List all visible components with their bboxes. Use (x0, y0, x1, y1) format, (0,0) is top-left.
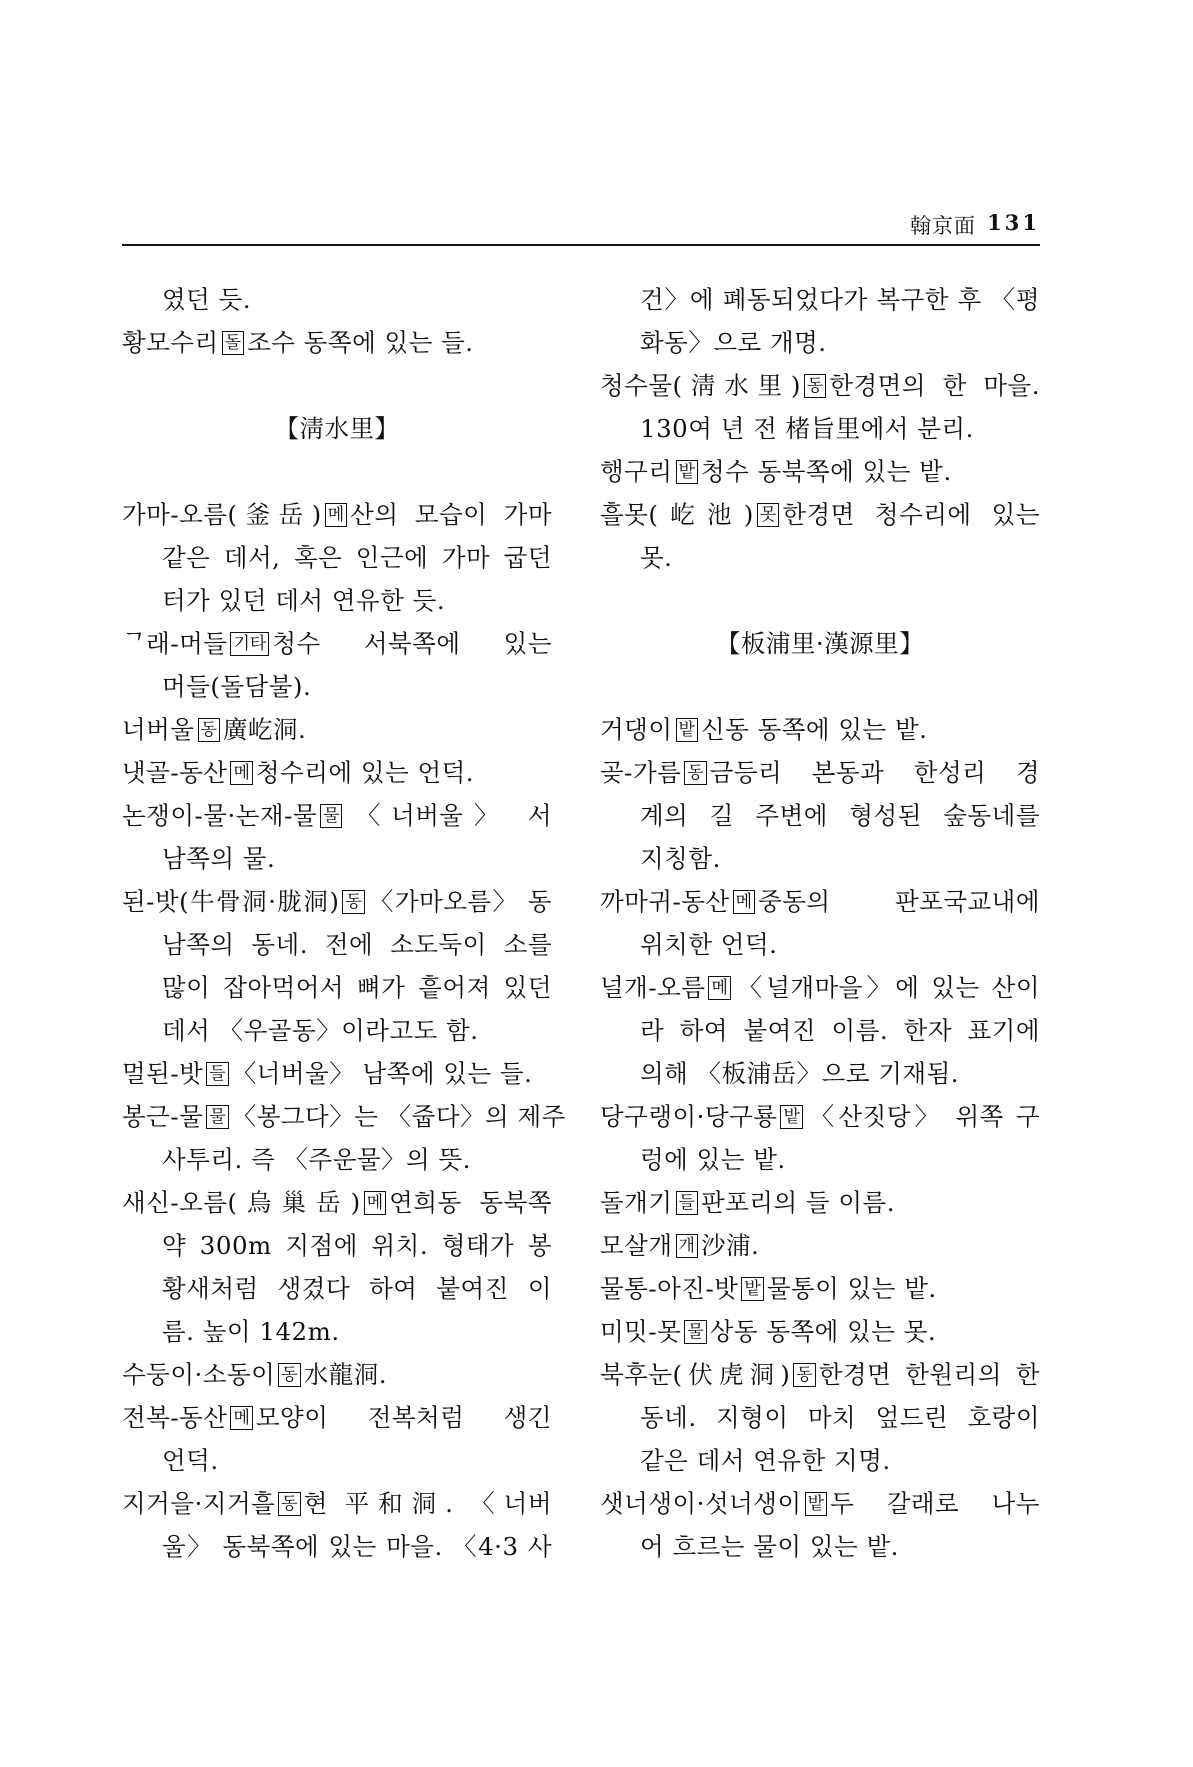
category-tag: 메 (733, 890, 755, 914)
entry-line: 터가 있던 데서 연유한 듯. (162, 586, 446, 615)
entry-line: 전복-동산 메 모양이 전복처럼 생긴 (122, 1403, 552, 1432)
entry-line: 어 흐르는 물이 있는 밭. (640, 1532, 899, 1561)
category-tag: 메 (230, 1406, 252, 1430)
category-tag: 들 (676, 1191, 698, 1215)
entry-line: 논쟁이-물·논재-물 물 〈너버울〉 서 (122, 801, 552, 830)
entry-line: 거댕이 밭 신동 동쪽에 있는 밭. (600, 715, 928, 744)
entry-line: 모살개 개 沙浦. (600, 1231, 760, 1260)
entry-line: 름. 높이 142m. (162, 1317, 340, 1346)
section-heading: 【板浦里·漢源里】 (715, 629, 925, 658)
category-tag: 밭 (676, 718, 698, 742)
entry-line: 너버울 동 廣屹洞. (122, 715, 307, 744)
category-tag: 개 (676, 1234, 698, 1258)
entry-line: 울〉 동북쪽에 있는 마을. 〈4·3 사 (162, 1532, 552, 1561)
entry-line: 새신-오름(烏巢岳) 메 연희동 동북쪽 (122, 1188, 553, 1217)
entry-line: 머들(돌담불). (162, 672, 312, 701)
category-tag: 기타 (230, 632, 269, 656)
entry-line: 가마-오름(釜岳) 메 산의 모습이 가마 (122, 500, 553, 529)
category-tag: 물 (206, 1105, 228, 1129)
entry-line: 황새처럼 생겼다 하여 붙여진 이 (162, 1274, 552, 1303)
entry-line: 의해 〈板浦岳〉으로 기재됨. (640, 1059, 960, 1088)
header-title: 翰京面 (910, 214, 976, 238)
entry-line: 건〉에 폐동되었다가 복구한 후 〈평 (640, 285, 1040, 314)
running-header (122, 208, 1040, 246)
entry-line: 널개-오름 메 〈널개마을〉에 있는 산이 (600, 973, 1040, 1002)
category-tag: 밭 (676, 460, 698, 484)
category-tag: 메 (364, 1191, 386, 1215)
entry-line: 행구리 밭 청수 동북쪽에 있는 밭. (600, 457, 952, 486)
category-tag: 못 (757, 503, 779, 527)
category-tag: 동 (804, 374, 826, 398)
entry-line: 물통-아진-밧 밭 물통이 있는 밭. (600, 1274, 937, 1303)
entry-line: 된-밧(牛骨洞·胧洞) 동 〈가마오름〉 동 (122, 887, 552, 916)
entry-line: 청수물(淸水里) 동 한경면의 한 마을. (600, 371, 1040, 400)
category-tag: 동 (278, 1492, 300, 1516)
category-tag: 들 (206, 1062, 228, 1086)
entry-line: 곶-가름 동 금등리 본동과 한성리 경 (600, 758, 1040, 787)
category-tag: 동 (684, 761, 706, 785)
entry-line: 동네. 지형이 마치 엎드린 호랑이 (640, 1403, 1040, 1432)
category-tag: 동 (342, 890, 364, 914)
entry-line: 데서 〈우골동〉이라고도 함. (162, 1016, 479, 1045)
category-tag: 동 (278, 1363, 300, 1387)
entry-line: 냇골-동산 메 청수리에 있는 언덕. (122, 758, 475, 787)
category-tag: 물 (684, 1320, 706, 1344)
category-tag: 밭 (805, 1492, 827, 1516)
entry-line: 같은 데서 연유한 지명. (640, 1446, 891, 1475)
entry-line: 지거을·지거흘 동 현 平和洞. 〈너버 (122, 1489, 552, 1518)
category-tag: 동 (793, 1363, 815, 1387)
entry-line: 샛너생이·섯너생이 밭 두 갈래로 나누 (600, 1489, 1040, 1518)
category-tag: 물 (320, 804, 342, 828)
category-tag: 메 (230, 761, 252, 785)
entry-line: 계의 길 주변에 형성된 숲동네를 (640, 801, 1040, 830)
entry-line: 못. (640, 543, 673, 572)
category-tag: 동 (198, 718, 220, 742)
entry-line: 화동〉으로 개명. (640, 328, 827, 357)
section-heading: 【淸水里】 (274, 414, 400, 443)
entry-line: 많이 잡아먹어서 뼈가 흩어져 있던 (162, 973, 552, 1002)
entry-line: 까마귀-동산 메 중동의 판포국교내에 (600, 887, 1040, 916)
entry-line: 돌개기 들 판포리의 들 이름. (600, 1188, 895, 1217)
entry-line: 북후눈(伏虎洞) 동 한경면 한원리의 한 (600, 1360, 1040, 1389)
entry-line: 황모수리 돌 조수 동쪽에 있는 들. (122, 328, 474, 357)
entry-line: 남쪽의 물. (162, 844, 276, 873)
right-column (600, 278, 1040, 1568)
left-column (122, 278, 566, 1568)
entry-line: ᄀ래-머들 기타 청수 서북쪽에 있는 (122, 629, 552, 658)
entry-line: 수둥이·소동이 동 水龍洞. (122, 1360, 388, 1389)
entry-line: 미밋-못 물 상동 동쪽에 있는 못. (600, 1317, 937, 1346)
entry-line: 지칭함. (640, 844, 721, 873)
entry-line: 언덕. (162, 1446, 219, 1475)
entry-line: 렁에 있는 밭. (640, 1145, 786, 1174)
entry-line: 였던 듯. (162, 285, 252, 314)
entry-line: 같은 데서, 혹은 인근에 가마 굽던 (162, 543, 552, 572)
entry-line: 약 300m 지점에 위치. 형태가 봉 (162, 1231, 552, 1260)
entry-line: 흘못(屹池) 못 한경면 청수리에 있는 (600, 500, 1041, 529)
category-tag: 메 (708, 976, 730, 1000)
entry-line: 멀된-밧 들 〈너버울〉 남쪽에 있는 들. (122, 1059, 533, 1088)
entry-line: 위치한 언덕. (640, 930, 778, 959)
category-tag: 돌 (222, 331, 244, 355)
category-tag: 밭 (780, 1105, 802, 1129)
entry-line: 당구랭이·당구룡 밭 〈산짓당〉 위쪽 구 (600, 1102, 1040, 1131)
category-tag: 메 (325, 503, 347, 527)
entry-line: 남쪽의 동네. 전에 소도둑이 소를 (162, 930, 552, 959)
entry-line: 봉근-물 물 〈봉그다〉는 〈줍다〉의 제주 (122, 1102, 566, 1131)
entry-line: 사투리. 즉 〈주운물〉의 뜻. (162, 1145, 471, 1174)
entry-line: 라 하여 붙여진 이름. 한자 표기에 (640, 1016, 1040, 1045)
entry-line: 130여 년 전 楮旨里에서 분리. (640, 414, 974, 443)
page-number: 131 (987, 210, 1040, 235)
category-tag: 밭 (741, 1277, 763, 1301)
